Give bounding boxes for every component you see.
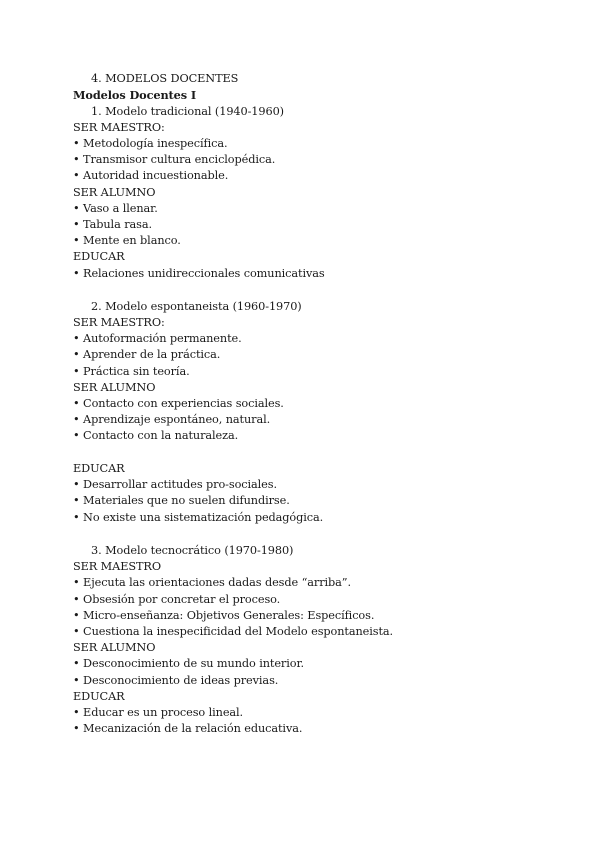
list-item: • No existe una sistematización pedagógica. [73,511,324,524]
section-heading: 4. MODELOS DOCENTES [91,72,239,85]
list-item: • Obsesión por concretar el proceso. [73,593,281,606]
list-item: • Tabula rasa. [73,218,152,231]
educar-label: EDUCAR [73,250,125,263]
list-item: • Autoformación permanente. [73,332,242,345]
list-item: • Desconocimiento de ideas previas. [73,674,279,687]
list-item: • Vaso a llenar. [73,202,158,215]
model-title-2: 2. Modelo espontaneista (1960-1970) [91,300,302,313]
subheading: Modelos Docentes I [73,88,197,102]
maestro-label: SER MAESTRO: [73,121,165,134]
list-item: • Desarrollar actitudes pro-sociales. [73,478,277,491]
list-item: • Práctica sin teoría. [73,365,190,378]
list-item: • Micro-enseñanza: Objetivos Generales: Específicos. [73,609,375,622]
alumno-label: SER ALUMNO [73,186,156,199]
list-item: • Relaciones unidireccionales comunicativas [73,267,325,280]
educar-label: EDUCAR [73,462,125,475]
list-item: • Materiales que no suelen difundirse. [73,494,290,507]
maestro-label: SER MAESTRO [73,560,161,573]
model-title-3: 3. Modelo tecnocrático (1970-1980) [91,544,294,557]
maestro-label: SER MAESTRO: [73,316,165,329]
model-title-1: 1. Modelo tradicional (1940-1960) [91,105,284,118]
alumno-label: SER ALUMNO [73,641,156,654]
list-item: • Cuestiona la inespecificidad del Modelo espontaneista. [73,625,394,638]
list-item: • Educar es un proceso lineal. [73,706,244,719]
list-item: • Ejecuta las orientaciones dadas desde “arriba”. [73,576,351,589]
list-item: • Contacto con la naturaleza. [73,429,239,442]
list-item: • Mente en blanco. [73,234,181,247]
educar-label: EDUCAR [73,690,125,703]
list-item: • Aprender de la práctica. [73,348,221,361]
list-item: • Desconocimiento de su mundo interior. [73,657,304,670]
list-item: • Contacto con experiencias sociales. [73,397,284,410]
list-item: • Aprendizaje espontáneo, natural. [73,413,271,426]
list-item: • Metodología inespecífica. [73,137,228,150]
list-item: • Autoridad incuestionable. [73,169,229,182]
list-item: • Transmisor cultura enciclopédica. [73,153,276,166]
alumno-label: SER ALUMNO [73,381,156,394]
list-item: • Mecanización de la relación educativa. [73,722,303,735]
